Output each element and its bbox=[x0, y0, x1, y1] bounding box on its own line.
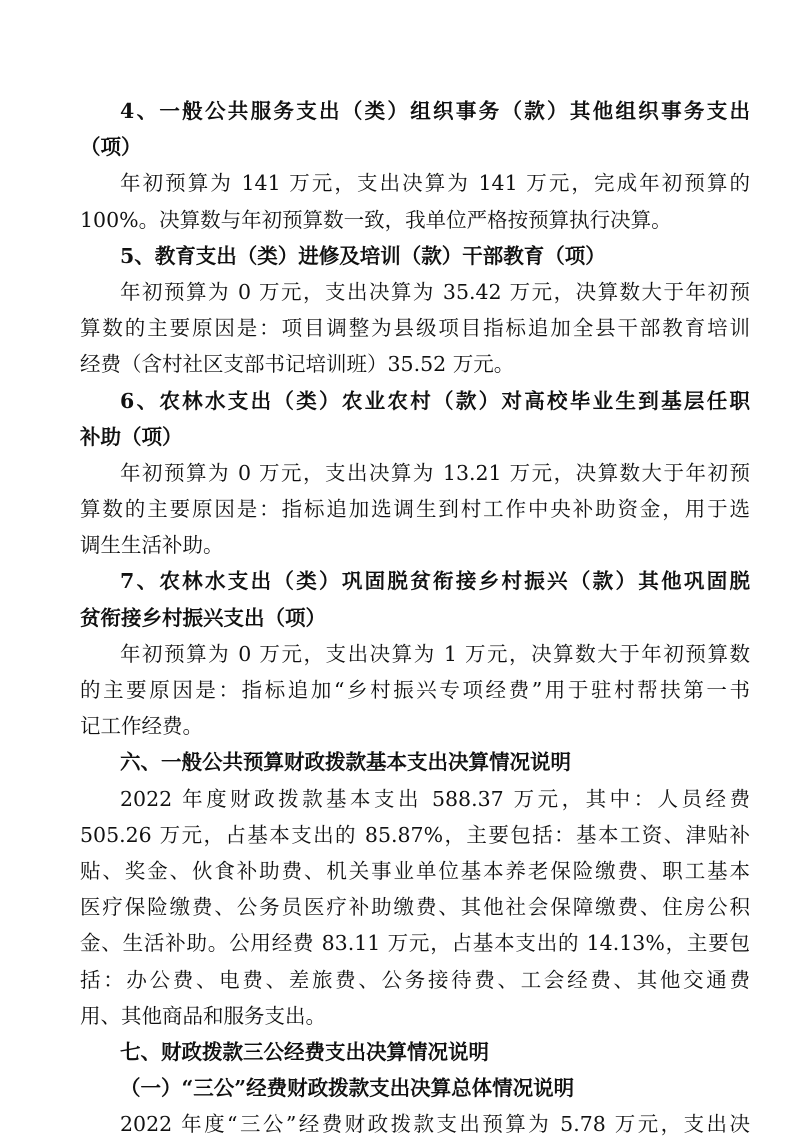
text-line: 六、一般公共预算财政拨款基本支出决算情况说明 bbox=[120, 750, 571, 775]
text-line: 七、财政拨款三公经费支出决算情况说明 bbox=[120, 1039, 489, 1064]
text-line: 年初预算为 0 万元，支出决算为 1 万元，决算数大于年初预算数 bbox=[120, 641, 750, 666]
text-line: 补助（项） bbox=[80, 424, 183, 449]
text-line: 5、教育支出（类）进修及培训（款）干部教育（项） bbox=[120, 243, 606, 268]
text-line: 经费（含村社区支部书记培训班）35.52 万元。 bbox=[80, 352, 515, 377]
body-paragraph bbox=[80, 636, 750, 745]
text-line: 年初预算为 0 万元，支出决算为 13.21 万元，决算数大于年初预 bbox=[120, 460, 750, 485]
text-line: 算数的主要原因是：指标追加选调生到村工作中央补助资金，用于选 bbox=[80, 497, 750, 522]
text-line: 年初预算为 0 万元，支出决算为 35.42 万元，决算数大于年初预 bbox=[120, 279, 750, 304]
section-heading bbox=[80, 1034, 750, 1070]
text-line: 调生生活补助。 bbox=[80, 533, 224, 558]
text-line: 金、生活补助。公用经费 83.11 万元，占基本支出的 14.13%，主要包 bbox=[80, 931, 750, 956]
text-line: 医疗保险缴费、公务员医疗补助缴费、其他社会保障缴费、住房公积 bbox=[80, 895, 750, 920]
text-line: 贫衔接乡村振兴支出（项） bbox=[80, 605, 326, 630]
body-paragraph bbox=[80, 781, 750, 1034]
text-line: 2022 年度“三公”经费财政拨款支出预算为 5.78 万元，支出决 bbox=[120, 1112, 750, 1137]
section-heading bbox=[80, 238, 750, 274]
text-line: 贴、奖金、伙食补助费、机关事业单位基本养老保险缴费、职工基本 bbox=[80, 858, 750, 883]
body-paragraph bbox=[80, 1106, 750, 1142]
text-line: （项） bbox=[80, 135, 142, 160]
text-line: 505.26 万元，占基本支出的 85.87%，主要包括：基本工资、津贴补 bbox=[80, 822, 750, 847]
section-heading bbox=[80, 563, 750, 635]
section-heading bbox=[80, 383, 750, 455]
text-line: 100%。决算数与年初预算数一致，我单位严格按预算执行决算。 bbox=[80, 207, 672, 232]
text-line: 括：办公费、电费、差旅费、公务接待费、工会经费、其他交通费 bbox=[80, 967, 750, 992]
text-line: 2022 年度财政拨款基本支出 588.37 万元，其中：人员经费 bbox=[120, 786, 750, 811]
document-page bbox=[80, 93, 750, 1142]
text-line: 用、其他商品和服务支出。 bbox=[80, 1003, 326, 1028]
text-line: 记工作经费。 bbox=[80, 714, 203, 739]
text-line: 6、农林水支出（类）农业农村（款）对高校毕业生到基层任职 bbox=[120, 388, 750, 413]
text-line: 的主要原因是：指标追加“乡村振兴专项经费”用于驻村帮扶第一书 bbox=[80, 678, 750, 702]
section-heading bbox=[80, 1070, 750, 1106]
section-heading bbox=[80, 93, 750, 165]
text-line: 7、农林水支出（类）巩固脱贫衔接乡村振兴（款）其他巩固脱 bbox=[120, 569, 750, 594]
text-line: （一）“三公”经费财政拨款支出决算总体情况说明 bbox=[120, 1076, 575, 1101]
body-paragraph bbox=[80, 455, 750, 564]
body-paragraph bbox=[80, 165, 750, 237]
section-heading bbox=[80, 744, 750, 780]
text-line: 年初预算为 141 万元，支出决算为 141 万元，完成年初预算的 bbox=[120, 171, 750, 196]
text-line: 4、一般公共服务支出（类）组织事务（款）其他组织事务支出 bbox=[120, 99, 750, 123]
text-line: 算数的主要原因是：项目调整为县级项目指标追加全县干部教育培训 bbox=[80, 316, 750, 341]
body-paragraph bbox=[80, 274, 750, 383]
